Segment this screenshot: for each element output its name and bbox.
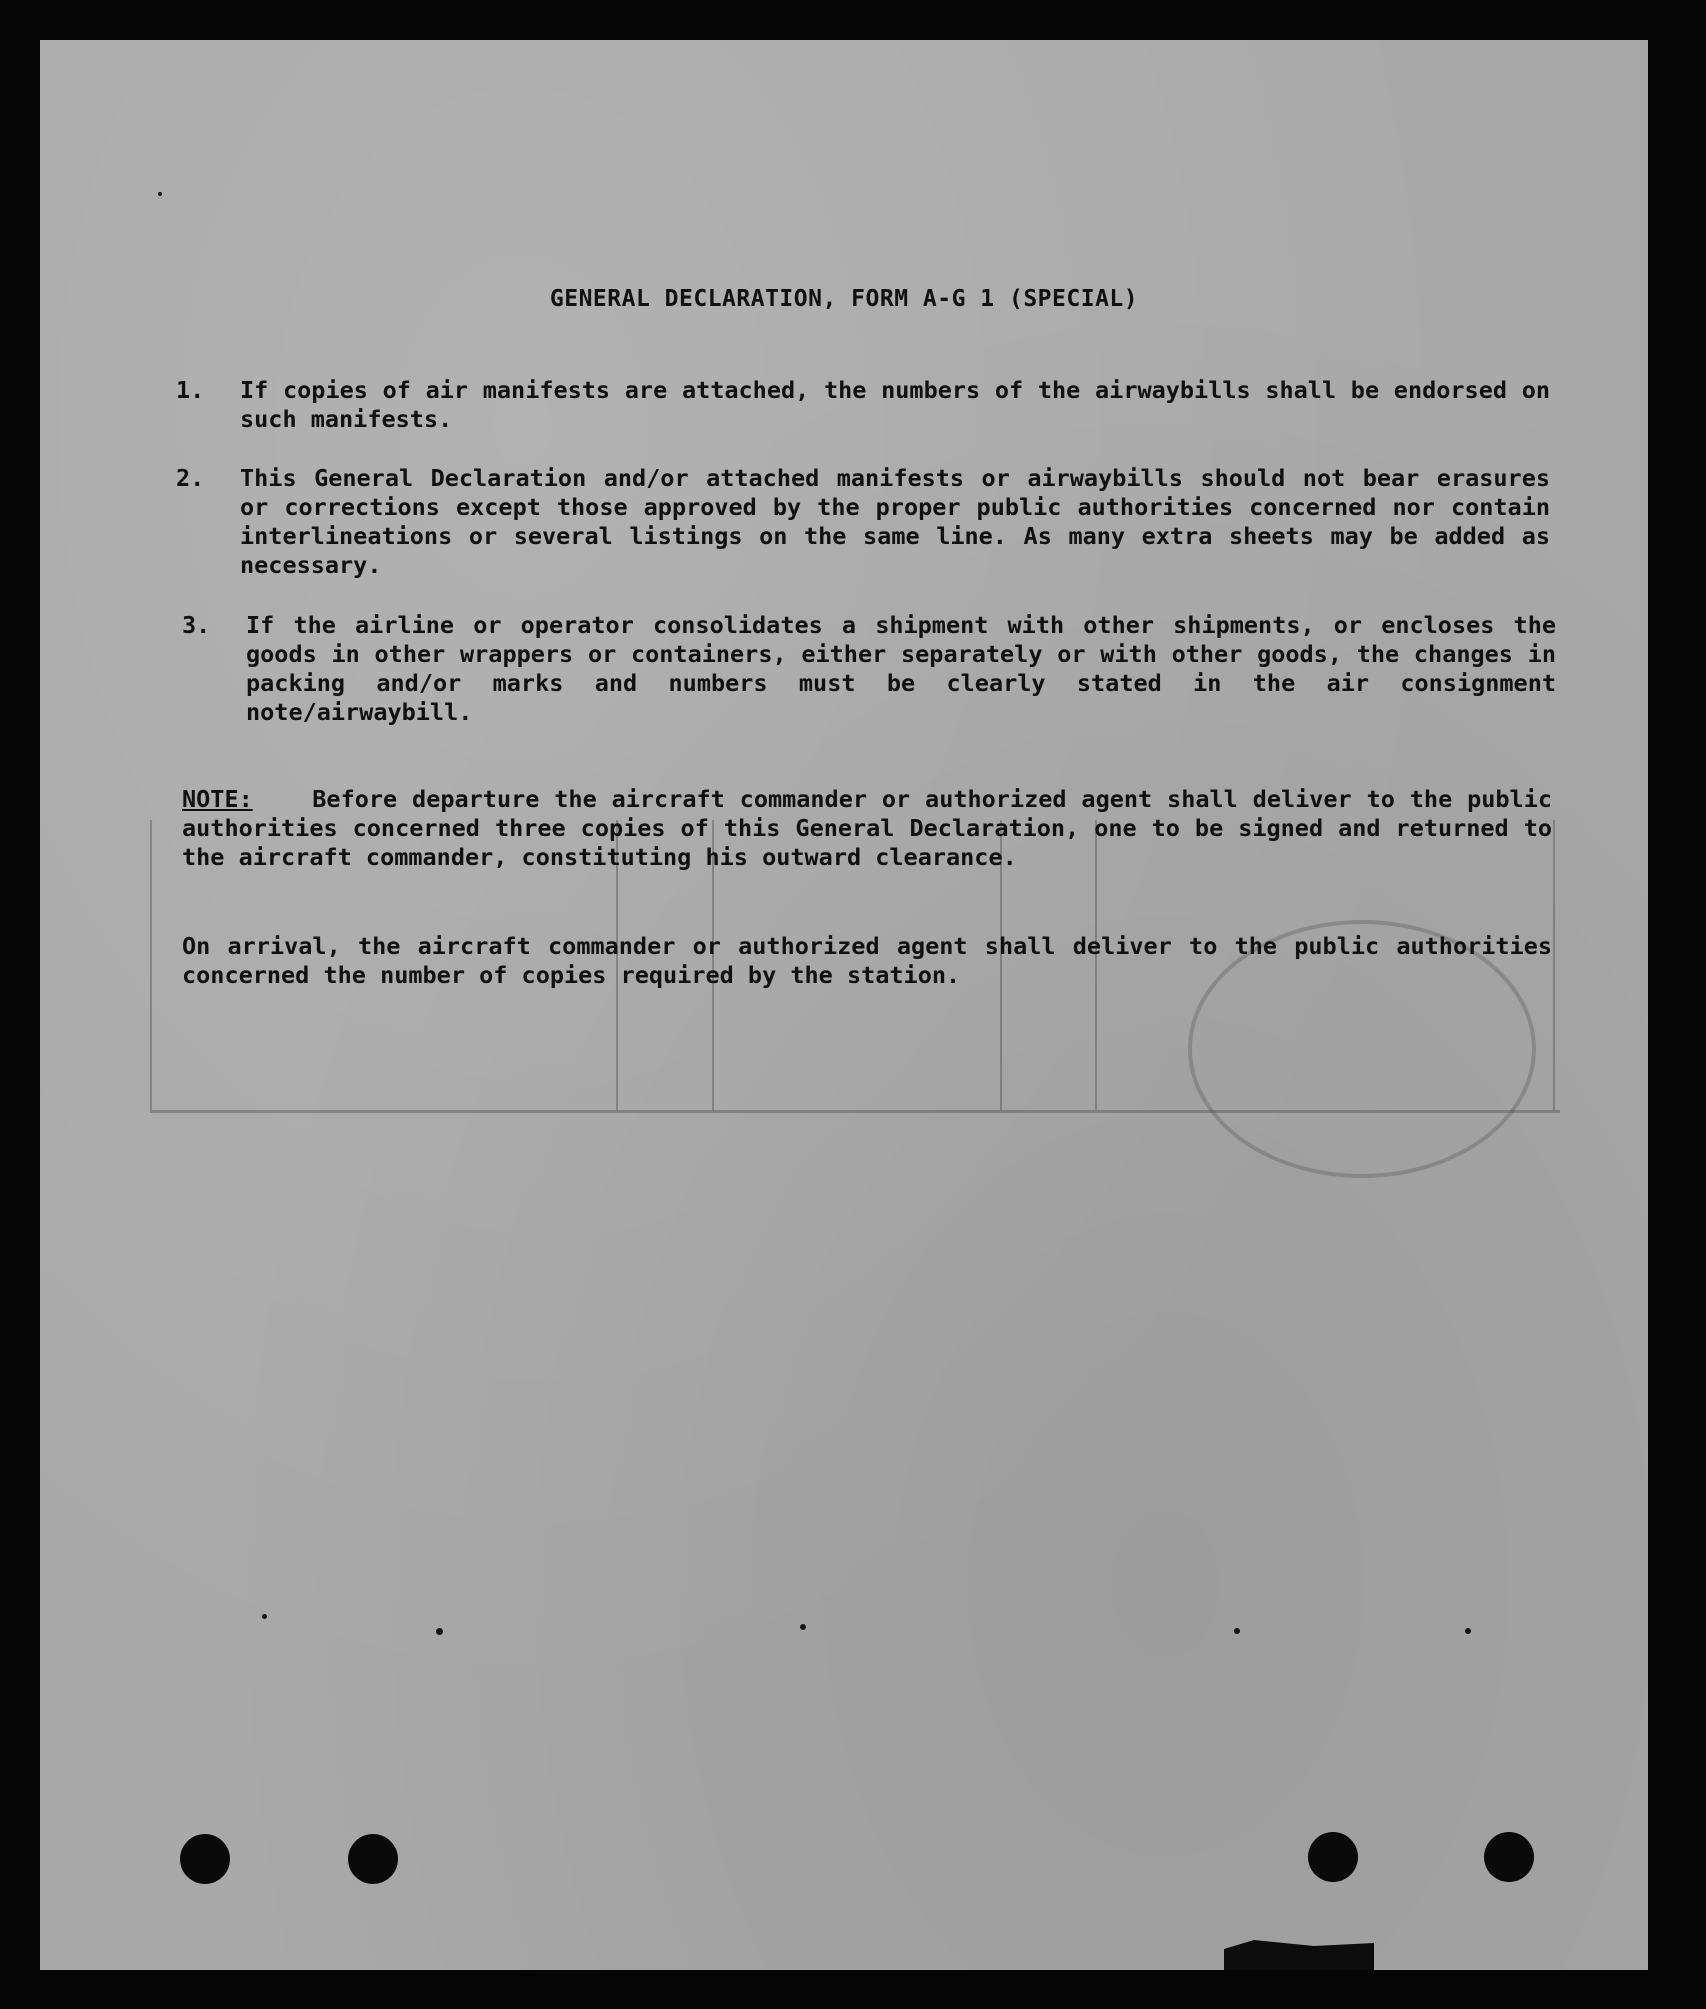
punch-hole: [180, 1834, 230, 1884]
speck: [800, 1624, 806, 1630]
page-title: GENERAL DECLARATION, FORM A-G 1 (SPECIAL): [549, 286, 1139, 312]
arrival-paragraph: On arrival, the aircraft commander or authorized agent shall deliver to the public authorities concerned the number of copies required by the station.: [182, 932, 1552, 989]
punch-hole: [348, 1834, 398, 1884]
bleed-through-rule: [150, 820, 152, 1110]
document-page: [40, 40, 1648, 1970]
speck: [262, 1614, 267, 1619]
note-label: NOTE:: [182, 785, 253, 813]
speck: [1465, 1628, 1471, 1634]
item-text: If copies of air manifests are attached, the numbers of the airwaybills shall be endorsed on such manifests.: [240, 376, 1550, 433]
item-text: If the airline or operator consolidates a shipment with other shipments, or encloses the goods in other wrappers or containers, either separately or with other goods, the changes in packing and/or marks and numbers must be clearly stated in the air consignment note/airwaybill.: [246, 611, 1556, 726]
speck: [1234, 1628, 1240, 1634]
speck: [158, 192, 162, 196]
item-number: 2.: [176, 464, 205, 492]
bleed-through-rule: [1553, 820, 1555, 1110]
punch-hole: [1308, 1832, 1358, 1882]
note-text: Before departure the aircraft commander or authorized agent shall deliver to the public authorities concerned three copies of this General Declaration, one to be signed and returned to the aircraft commander, constituting his outward clearance.: [182, 785, 1552, 871]
item-number: 3.: [182, 611, 211, 639]
note-paragraph: [182, 785, 1552, 872]
item-number: 1.: [176, 376, 205, 404]
speck: [436, 1628, 443, 1635]
paper-tear: [1224, 1940, 1374, 1970]
punch-hole: [1484, 1832, 1534, 1882]
item-text: This General Declaration and/or attached manifests or airwaybills should not bear erasures or corrections except those approved by the proper public authorities concerned nor contain interlineations or several listings on the same line. As many extra sheets may be added as necessary.: [240, 464, 1550, 579]
